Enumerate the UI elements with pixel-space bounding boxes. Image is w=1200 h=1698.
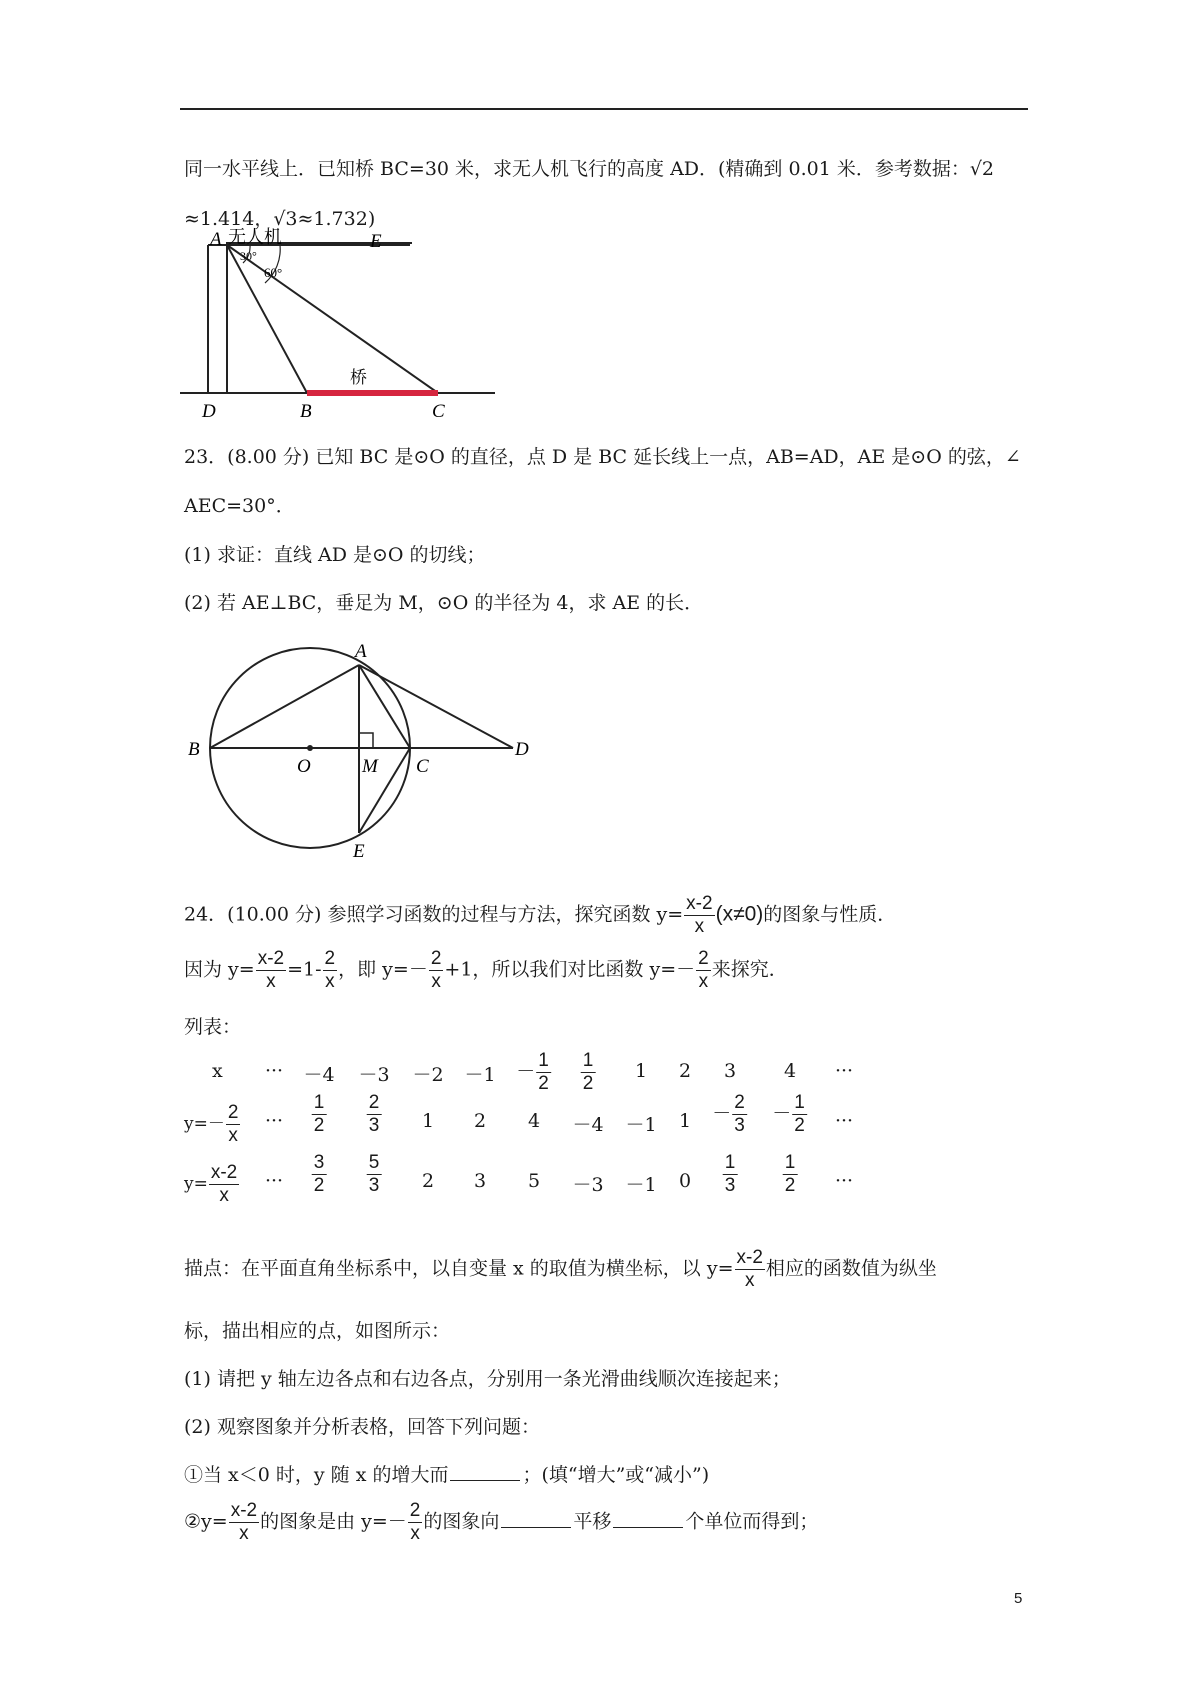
fraction [696,948,711,993]
angle-30: 30° [240,249,257,263]
fraction [732,1092,747,1137]
table-cell: －3 [358,1064,390,1086]
denominator: 2 [313,1115,325,1136]
numerator: 2 [227,1102,239,1123]
table-cell [366,1092,383,1137]
numerator: 5 [368,1152,380,1173]
table-cell: ··· [834,1170,854,1192]
list-label: 列表： [184,1016,242,1038]
label-drone: 无人机 [228,227,282,247]
table-cell: ··· [264,1170,284,1192]
table-cell: ··· [264,1060,284,1082]
angle-60: 60° [264,265,283,280]
label-D: D [202,401,216,422]
fraction [723,1152,738,1197]
text: 的图象向 [423,1510,500,1533]
numerator: 2 [324,948,336,969]
table-cell [516,1050,552,1095]
denominator: x [228,1125,238,1146]
numerator: x-2 [257,948,285,969]
table-cell: －1 [625,1114,657,1136]
table-cell: 4 [783,1060,797,1082]
fraction [735,1247,765,1292]
fraction [429,948,444,993]
minus-sign: － [772,1102,792,1125]
table-cell: 5 [527,1170,541,1192]
page-number: 5 [1014,1590,1023,1607]
label-O: O [297,756,311,777]
text: 因为 y= [184,958,255,981]
table-cell: 1 [678,1110,692,1132]
table-cell: 4 [527,1110,541,1132]
answer-blank[interactable] [613,1509,683,1528]
plot-instruction-line2: 标，描出相应的点，如图所示： [184,1320,451,1342]
denominator: 3 [734,1115,745,1136]
answer-blank[interactable] [501,1509,571,1528]
numerator: 2 [734,1092,745,1113]
denominator: x [325,971,335,992]
q22-text-line1: 同一水平线上．已知桥 BC=30 米，求无人机飞行的高度 AD．(精确到 0.01 米．参考数据：√2 [184,158,995,180]
label-B: B [188,739,200,760]
fraction [312,1092,327,1137]
table-cell: 1 [421,1110,435,1132]
q24-sub2: (2) 观察图象并分析表格，回答下列问题： [184,1416,540,1438]
label-A: A [210,229,222,250]
q24-sub3 [184,1462,709,1488]
numerator: 3 [313,1152,325,1173]
denominator: x [698,971,709,992]
denominator: x [239,1523,249,1544]
row-y1-label [184,1102,241,1147]
fraction [312,1152,327,1197]
table-cell: ··· [264,1110,284,1132]
text: y=－ [184,1114,225,1134]
table-cell [580,1050,597,1095]
fraction [684,893,714,938]
numerator: 1 [538,1050,549,1071]
table-cell: －1 [625,1174,657,1196]
denominator: 3 [368,1115,380,1136]
denominator: 2 [794,1115,805,1136]
table-cell: －4 [303,1064,335,1086]
fraction [367,1152,382,1197]
table-cell [712,1092,748,1137]
q24-intro-pre: 24．(10.00 分) 参照学习函数的过程与方法，探究函数 y= [184,903,684,926]
table-cell: 1 [634,1060,648,1082]
numerator: 1 [794,1092,805,1113]
fraction [367,1092,382,1137]
numerator: 2 [430,948,442,969]
denominator: 3 [368,1175,380,1196]
text: 的图象是由 y=－ [260,1510,407,1533]
denominator: x [694,916,705,937]
numerator: 1 [582,1050,594,1071]
table-cell: 2 [421,1170,435,1192]
table-cell [772,1092,808,1137]
table-cell: 3 [473,1170,487,1192]
q24-intro-post: 的图象与性质． [763,903,897,926]
table-cell [366,1152,383,1197]
fraction [209,1162,239,1207]
q23-text-line2: AEC=30°． [184,495,295,517]
denominator: x [410,1523,420,1544]
header-rule [180,108,1028,110]
q24-sub4 [184,1500,818,1545]
fraction [256,948,286,993]
q24-because [184,948,788,993]
text: ②y= [184,1510,228,1533]
label-A: A [355,641,367,662]
numerator: 1 [784,1152,796,1173]
fraction [783,1152,798,1197]
text: 相应的函数值为纵坐 [765,1257,937,1280]
table-cell: ··· [834,1110,854,1132]
answer-blank[interactable] [450,1462,520,1481]
label-D: D [515,739,529,760]
text: 来探究． [711,958,788,981]
table-cell: 0 [678,1170,692,1192]
label-M: M [362,756,378,777]
denominator: 2 [784,1175,796,1196]
text: 个单位而得到； [685,1510,819,1533]
q23-part1: (1) 求证：直线 AD 是⊙O 的切线； [184,544,486,566]
denominator: 2 [538,1073,549,1094]
plot-instruction [184,1247,937,1292]
text: +1，所以我们对比函数 y=－ [444,958,696,981]
table-cell [311,1092,328,1137]
fraction [536,1050,551,1095]
text: y= [184,1174,208,1194]
denominator: 2 [313,1175,325,1196]
denominator: 2 [582,1073,594,1094]
row-x-label: x [212,1060,223,1082]
numerator: x-2 [210,1162,238,1183]
label-E: E [370,231,382,252]
label-B: B [300,401,312,422]
table-cell: －1 [464,1064,496,1086]
fraction [323,948,338,993]
numerator: x-2 [736,1247,763,1268]
table-cell: ··· [834,1060,854,1082]
text: ，即 y=－ [338,958,428,981]
text: ①当 x＜0 时，y 随 x 的增大而 [184,1464,449,1486]
drone-bridge-figure [180,227,500,422]
table-cell: 2 [678,1060,692,1082]
table-cell: －4 [572,1114,604,1136]
numerator: 1 [724,1152,736,1173]
label-bridge: 桥 [350,368,367,387]
minus-sign: － [712,1102,732,1125]
numerator: 2 [409,1500,421,1521]
denominator: x [431,971,441,992]
q23-part2: (2) 若 AE⊥BC，垂足为 M，⊙O 的半径为 4，求 AE 的长． [184,592,704,614]
text: 平移 [573,1510,612,1533]
denominator: 3 [724,1175,736,1196]
fraction [581,1050,596,1095]
minus-sign: － [516,1060,536,1083]
fraction [792,1092,807,1137]
label-C: C [432,401,445,422]
numerator: 2 [698,948,709,969]
label-E: E [353,841,365,862]
fraction [408,1500,423,1545]
table-cell: －3 [572,1174,604,1196]
table-cell: 3 [723,1060,737,1082]
text: ；(填“增大”或“减小”) [522,1464,710,1486]
fraction [229,1500,259,1545]
table-cell: 2 [473,1110,487,1132]
table-cell [722,1152,739,1197]
text: 描点：在平面直角坐标系中，以自变量 x 的取值为横坐标，以 y= [184,1257,734,1280]
numerator: 2 [368,1092,380,1113]
fraction [226,1102,241,1147]
table-cell [782,1152,799,1197]
q24-condition: (x≠0) [715,902,764,926]
denominator: x [219,1185,229,1206]
row-y2-label [184,1162,240,1207]
q22-text-line2: ≈1.414，√3≈1.732) [184,208,376,230]
table-cell [311,1152,328,1197]
circle-figure [180,635,540,860]
q24-sub1: (1) 请把 y 轴左边各点和右边各点，分别用一条光滑曲线顺次连接起来； [184,1368,791,1390]
denominator: x [266,971,276,992]
numerator: 1 [313,1092,325,1113]
numerator: x-2 [686,893,713,914]
text: =1- [287,958,322,981]
label-C: C [416,756,429,777]
q24-intro [184,893,896,938]
q23-text-line1: 23．(8.00 分) 已知 BC 是⊙O 的直径，点 D 是 BC 延长线上一点，AB=AD，AE 是⊙O 的弦，∠ [184,446,1021,468]
table-cell: －2 [412,1064,444,1086]
denominator: x [744,1270,755,1291]
numerator: x-2 [230,1500,258,1521]
